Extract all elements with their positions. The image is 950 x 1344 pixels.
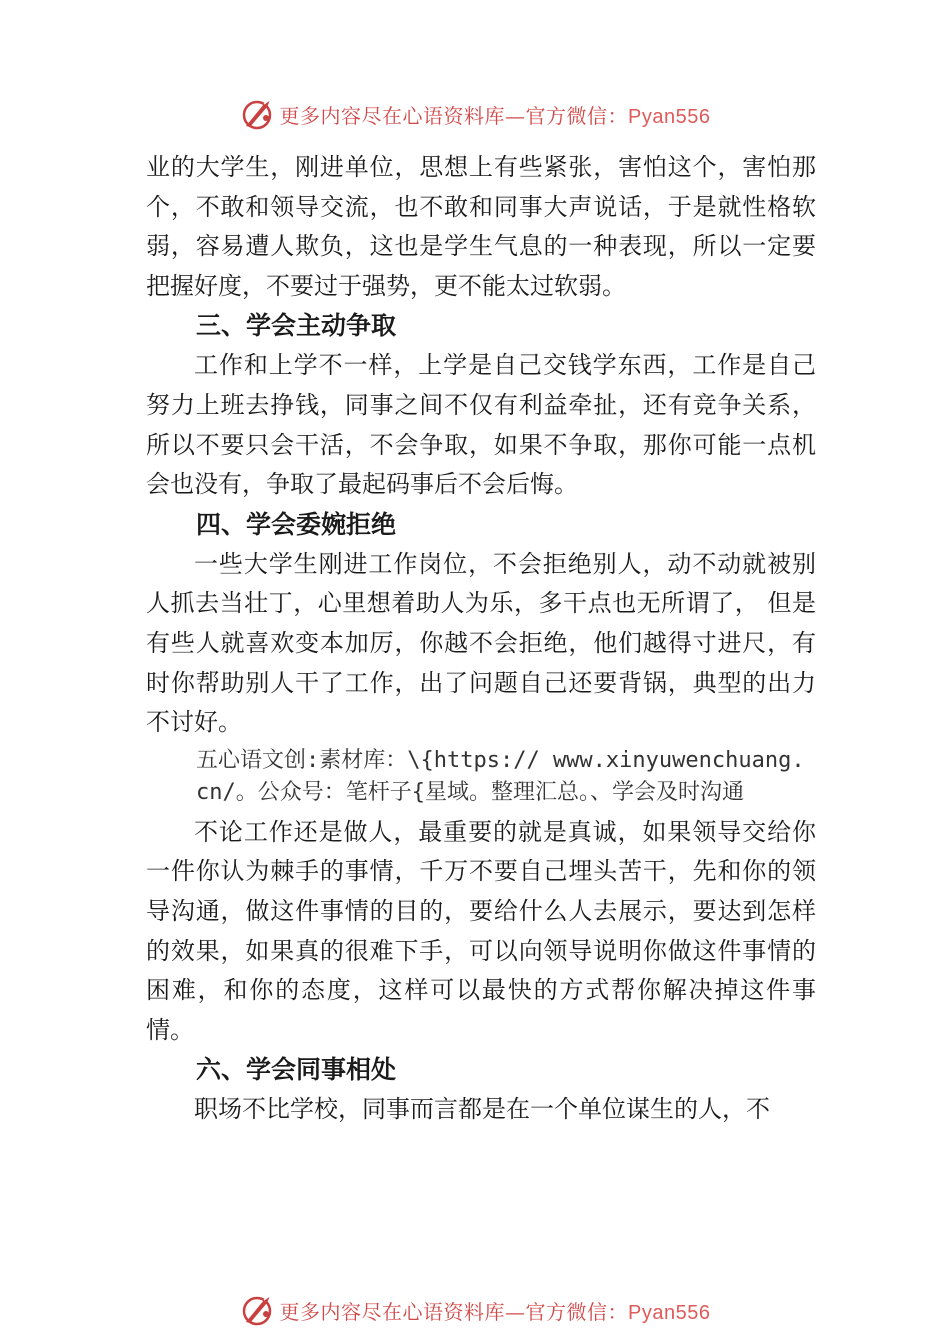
banner-text-main: 更多内容尽在心语资料库—官方微信： (279, 1299, 629, 1324)
section-heading: 三、学会主动争取 (196, 311, 397, 341)
banner-wechat-id: Pyan556 (628, 1301, 711, 1324)
header-banner (0, 94, 950, 134)
section-heading: 六、学会同事相处 (196, 1055, 397, 1085)
paragraph: 工作和上学不一样，上学是自己交钱学东西，工作是自己努力上班去挣钱，同事之间不仅有利益牵扯，还有竞争关系，所以不要只会干活，不会争取，如果不争取，那你可能一点机会也没有，争取了最起码事后不会后悔。 (146, 351, 816, 499)
footer-banner (0, 1290, 950, 1330)
pen-logo-icon (240, 1292, 276, 1328)
document-body (146, 148, 816, 1130)
paragraph: 职场不比学校，同事而言都是在一个单位谋生的人，不 (194, 1095, 770, 1124)
paragraph: 业的大学生，刚进单位，思想上有些紧张，害怕这个，害怕那个，不敢和领导交流，也不敢和同事大声说话，于是就性格软弱，容易遭人欺负，这也是学生气息的一种表现，所以一定要把握好度，不要过于强势，更不能太过软弱。 (146, 153, 816, 300)
source-note: 五心语文创:素材库：\{https:// www.xinyuwenchuang.cn/。公众号：笔杆子{星域。整理汇总。、学会及时沟通 (196, 747, 805, 805)
pen-logo-icon (240, 96, 276, 132)
banner-text-main: 更多内容尽在心语资料库—官方微信： (279, 103, 629, 128)
banner-wechat-id: Pyan556 (628, 105, 711, 128)
banner-text (280, 100, 711, 129)
section-heading: 四、学会委婉拒绝 (196, 509, 397, 539)
paragraph: 一些大学生刚进工作岗位，不会拒绝别人，动不动就被别人抓去当壮丁，心里想着助人为乐，多干点也无所谓了， 但是有些人就喜欢变本加厉，你越不会拒绝，他们越得寸进尺，有时你帮助别人干了工作，出了问题自己还要背锅，典型的出力不讨好。 (146, 549, 816, 737)
paragraph: 不论工作还是做人，最重要的就是真诚，如果领导交给你一件你认为棘手的事情，千万不要自己埋头苦干，先和你的领导沟通，做这件事情的目的，要给什么人去展示，要达到怎样的效果，如果真的很难下手，可以向领导说明你做这件事情的困难，和你的态度，这样可以最快的方式帮你解决掉这件事情。 (146, 817, 816, 1044)
banner-text (280, 1296, 711, 1325)
